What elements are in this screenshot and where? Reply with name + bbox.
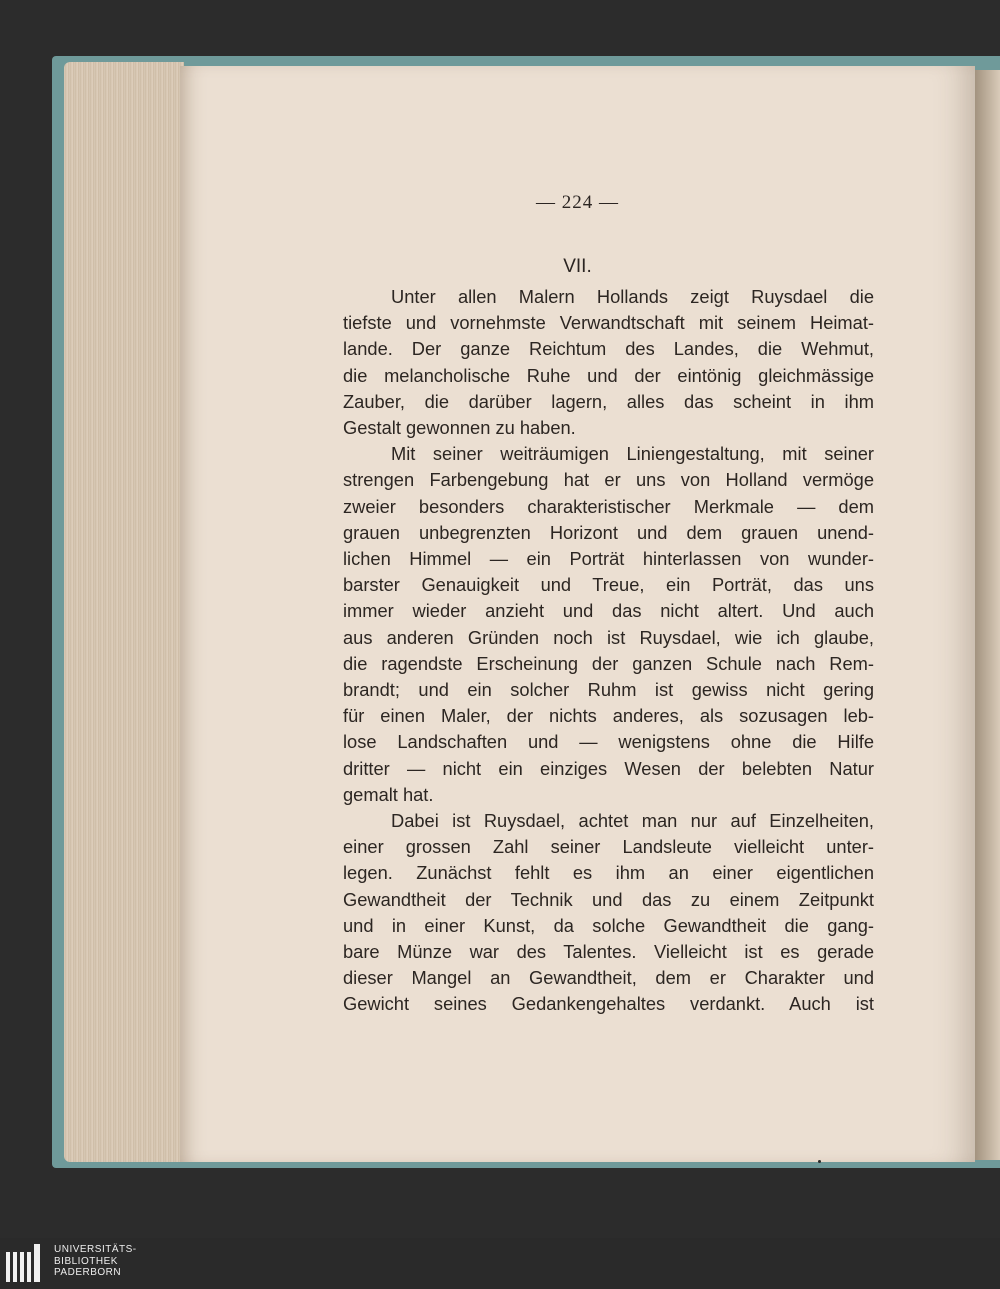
- text-line: und in einer Kunst, da solche Gewandtheit die gang-: [343, 914, 874, 936]
- text-line: lose Landschaften und — wenigstens ohne die Hilfe: [343, 731, 874, 753]
- text-line: dritter — nicht ein einziges Wesen der belebten Natur: [343, 757, 874, 779]
- text-line: Gewicht seines Gedankengehaltes verdankt. Auch ist: [343, 993, 874, 1015]
- logo-line: BIBLIOTHEK: [54, 1255, 118, 1267]
- book-page: [180, 66, 975, 1162]
- text-line: aus anderen Gründen noch ist Ruysdael, wie ich glaube,: [343, 626, 874, 648]
- section-heading: VII.: [563, 256, 592, 277]
- logo-line: UNIVERSITÄTS-: [54, 1244, 137, 1255]
- text-line: die ragendste Erscheinung der ganzen Schule nach Rem-: [343, 652, 874, 674]
- text-line: grauen unbegrenzten Horizont und dem grauen unend-: [343, 521, 874, 543]
- text-line: Gewandtheit der Technik und das zu einem Zeitpunkt: [343, 888, 874, 910]
- text-line: einer grossen Zahl seiner Landsleute vielleicht unter-: [343, 836, 874, 858]
- page-edges: [64, 62, 184, 1162]
- text-line: Zauber, die darüber lagern, alles das scheint in ihm: [343, 390, 874, 412]
- text-line: bare Münze war des Talentes. Vielleicht ist es gerade: [343, 941, 874, 963]
- text-line: brandt; und ein solcher Ruhm ist gewiss nicht gering: [343, 679, 874, 701]
- text-line: die melancholische Ruhe und der eintönig gleichmässige: [343, 364, 874, 386]
- text-line: immer wieder anzieht und das nicht altert. Und auch: [343, 600, 874, 622]
- text-line: Gestalt gewonnen zu haben.: [343, 417, 576, 439]
- facing-page-edge: [972, 70, 1000, 1160]
- page-number: — 224 —: [536, 192, 619, 213]
- text-line: lande. Der ganze Reichtum des Landes, die Wehmut,: [343, 338, 874, 360]
- page-spot: [818, 1160, 821, 1163]
- text-line: Unter allen Malern Hollands zeigt Ruysdael die: [391, 286, 874, 307]
- text-line: legen. Zunächst fehlt es ihm an einer eigentlichen: [343, 862, 874, 884]
- text-line: barster Genauigkeit und Treue, ein Porträt, das uns: [343, 574, 874, 596]
- library-logo-text: [54, 1244, 137, 1279]
- library-logo-icon: [6, 1244, 44, 1282]
- text-line: gemalt hat.: [343, 783, 434, 805]
- text-line: tiefste und vornehmste Verwandtschaft mit seinem Heimat-: [343, 312, 874, 334]
- text-line: Mit seiner weiträumigen Liniengestaltung, mit seiner: [391, 443, 874, 465]
- text-line: zweier besonders charakteristischer Merkmale — dem: [343, 495, 874, 517]
- text-line: strengen Farbengebung hat er uns von Holland vermöge: [343, 469, 874, 491]
- text-line: dieser Mangel an Gewandtheit, dem er Charakter und: [343, 967, 874, 989]
- text-line: für einen Maler, der nichts anderes, als sozusagen leb-: [343, 705, 874, 727]
- text-line: lichen Himmel — ein Porträt hinterlassen von wunder-: [343, 548, 874, 570]
- footer-bar: [0, 1238, 1000, 1289]
- text-line: Dabei ist Ruysdael, achtet man nur auf Einzelheiten,: [391, 810, 874, 832]
- logo-line: PADERBORN: [54, 1267, 122, 1278]
- body-text: [343, 284, 874, 1018]
